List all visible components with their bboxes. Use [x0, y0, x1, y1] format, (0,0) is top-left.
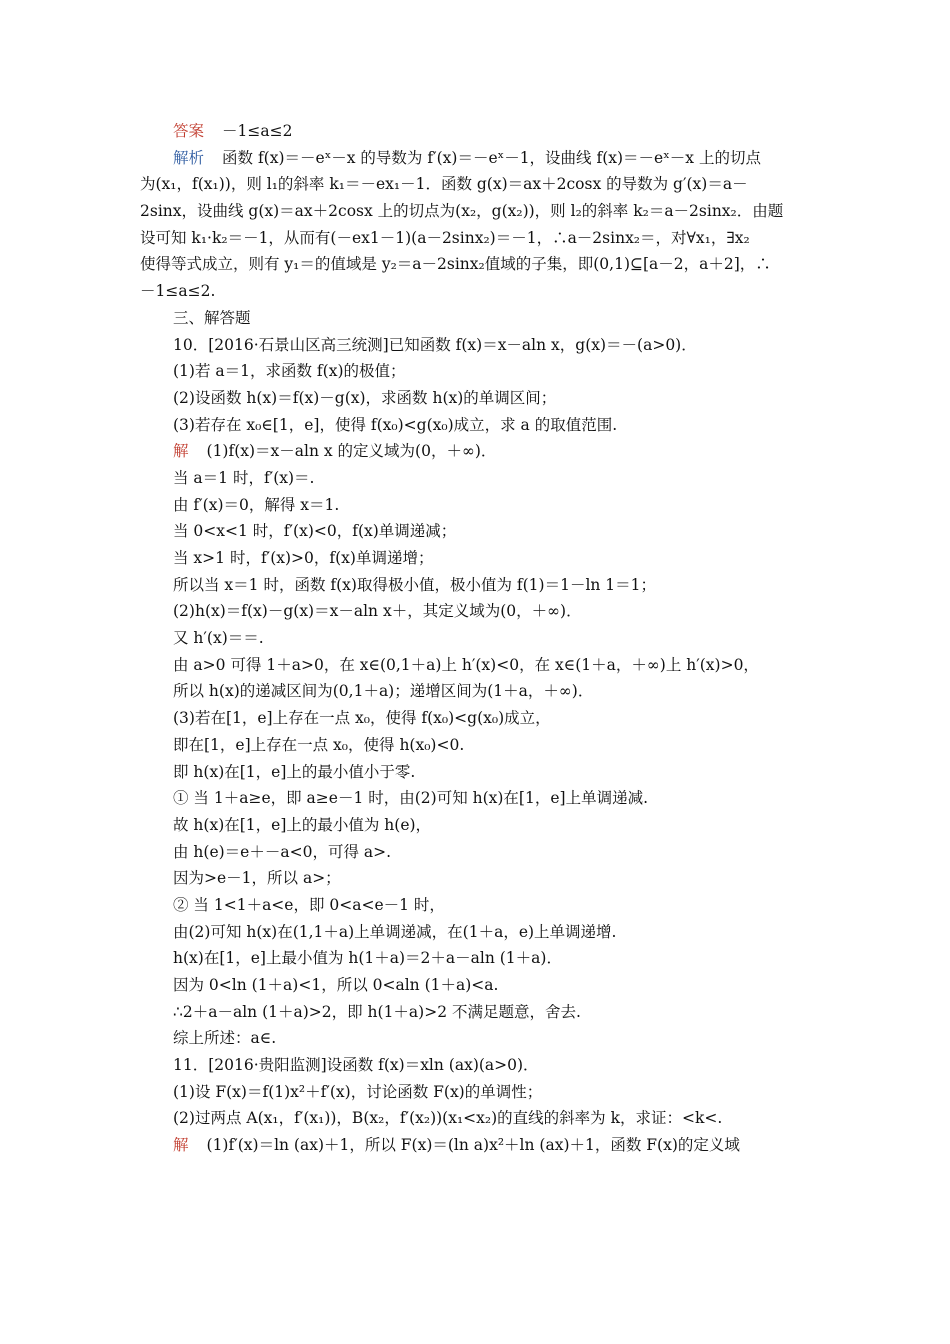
- solution-line: h(x)在[1，e]上最小值为 h(1＋a)＝2＋a－aln (1＋a)．: [173, 949, 562, 968]
- analysis-text: 使得等式成立，则有 y₁＝的值域是 y₂＝a－2sinx₂值域的子集，即(0,1)⊆[a－2，a＋2]，∴: [140, 255, 771, 274]
- analysis-text: －1≤a≤2.: [140, 282, 216, 301]
- solution-label: 解: [173, 1136, 189, 1155]
- section-title: 三、解答题: [173, 308, 251, 327]
- solution-text: (1)f′(x)＝ln (ax)＋1，所以 F(x)＝(ln a)x²＋ln (ax)＋1，函数 F(x)的定义域: [206, 1136, 740, 1155]
- solution-line: ∴2＋a－aln (1＋a)>2，即 h(1＋a)>2 不满足题意，舍去.: [173, 1002, 581, 1021]
- analysis-text: 设可知 k₁·k₂＝－1，从而有(－ex1－1)(a－2sinx₂)＝－1，∴a－2sinx₂＝，对∀x₁，∃x₂: [140, 228, 750, 247]
- solution-line: 所以 h(x)的递减区间为(0,1＋a)；递增区间为(1＋a，＋∞)．: [173, 682, 594, 701]
- analysis-text: 为(x₁，f(x₁))，则 l₁的斜率 k₁＝－ex₁－1．函数 g(x)＝ax＋2cosx 的导数为 g′(x)＝a－: [140, 175, 748, 194]
- analysis-text: 2sinx，设曲线 g(x)＝ax＋2cosx 上的切点为(x₂，g(x₂))，则 l₂的斜率 k₂＝a－2sinx₂．由题: [140, 202, 784, 221]
- document-page: [140, 118, 812, 1159]
- question-10-part: (2)设函数 h(x)＝f(x)－g(x)，求函数 h(x)的单调区间；: [173, 388, 557, 407]
- question-11-part: (2)过两点 A(x₁，f′(x₁))，B(x₂，f′(x₂))(x₁<x₂)的直线的斜率为 k，求证：<k<.: [173, 1109, 723, 1128]
- solution-line: 当 x>1 时，f′(x)>0，f(x)单调递增；: [173, 549, 434, 567]
- solution-10-first: [140, 438, 812, 465]
- solution-line: 即 h(x)在[1，e]上的最小值小于零.: [173, 762, 416, 781]
- solution-line: 由(2)可知 h(x)在(1,1＋a)上单调递减，在(1＋a，e)上单调递增.: [173, 922, 617, 941]
- solution-line: (2)h(x)＝f(x)－g(x)＝x－aln x＋，其定义域为(0，＋∞)．: [173, 602, 582, 621]
- question-11-stem: 11．[2016·贵阳监测]设函数 f(x)＝xln (ax)(a>0)．: [173, 1056, 539, 1075]
- answer-label: 答案: [173, 122, 205, 140]
- solution-line: 当 0<x<1 时，f′(x)<0，f(x)单调递减；: [173, 522, 457, 541]
- question-10-stem: 10．[2016·石景山区高三统测]已知函数 f(x)＝x－aln x，g(x)＝－(a>0)．: [173, 335, 697, 354]
- question-10-part: (1)若 a＝1，求函数 f(x)的极值；: [173, 362, 406, 381]
- question-11-part: (1)设 F(x)＝f(1)x²＋f′(x)，讨论函数 F(x)的单调性；: [173, 1082, 543, 1101]
- solution-line: 由 a>0 可得 1＋a>0，在 x∈(0,1＋a)上 h′(x)<0，在 x∈(1＋a，＋∞)上 h′(x)>0，: [173, 655, 759, 674]
- solution-line: (3)若在[1，e]上存在一点 x₀，使得 f(x₀)<g(x₀)成立，: [173, 709, 551, 728]
- solution-line: 因为 0<ln (1＋a)<1，所以 0<aln (1＋a)<a.: [173, 976, 499, 994]
- solution-line: 所以当 x＝1 时，函数 f(x)取得极小值，极小值为 f(1)＝1－ln 1＝1；: [173, 575, 657, 594]
- solution-line: 又 h′(x)＝＝.: [173, 629, 264, 648]
- solution-line: ① 当 1＋a≥e，即 a≥e－1 时，由(2)可知 h(x)在[1，e]上单调递减.: [173, 789, 648, 808]
- question-10-part: (3)若存在 x₀∈[1，e]，使得 f(x₀)<g(x₀)成立，求 a 的取值范围.: [173, 415, 618, 434]
- solution-11-first: [140, 1132, 812, 1159]
- solution-line: 故 h(x)在[1，e]上的最小值为 h(e)，: [173, 815, 432, 834]
- answer-line: [140, 118, 812, 145]
- solution-line: ② 当 1<1＋a<e，即 0<a<e－1 时，: [173, 895, 445, 914]
- solution-line: 由 h(e)＝e＋－a<0，可得 a>.: [173, 842, 392, 861]
- answer-value: －1≤a≤2: [222, 122, 293, 140]
- solution-text: (1)f(x)＝x－aln x 的定义域为(0，＋∞)．: [206, 442, 497, 461]
- solution-line: 即在[1，e]上存在一点 x₀，使得 h(x₀)<0.: [173, 735, 465, 754]
- solution-line: 综上所述：a∈.: [173, 1029, 277, 1048]
- analysis-text: 函数 f(x)＝－eˣ－x 的导数为 f′(x)＝－eˣ－1，设曲线 f(x)＝－eˣ－x 上的切点: [222, 148, 761, 167]
- analysis-label: 解析: [173, 148, 205, 167]
- solution-line: 当 a＝1 时，f′(x)＝.: [173, 468, 315, 487]
- solution-label: 解: [173, 442, 189, 461]
- solution-line: 因为>e－1，所以 a>；: [173, 869, 341, 888]
- solution-line: 由 f′(x)＝0，解得 x＝1.: [173, 495, 340, 514]
- analysis-line: [140, 145, 812, 172]
